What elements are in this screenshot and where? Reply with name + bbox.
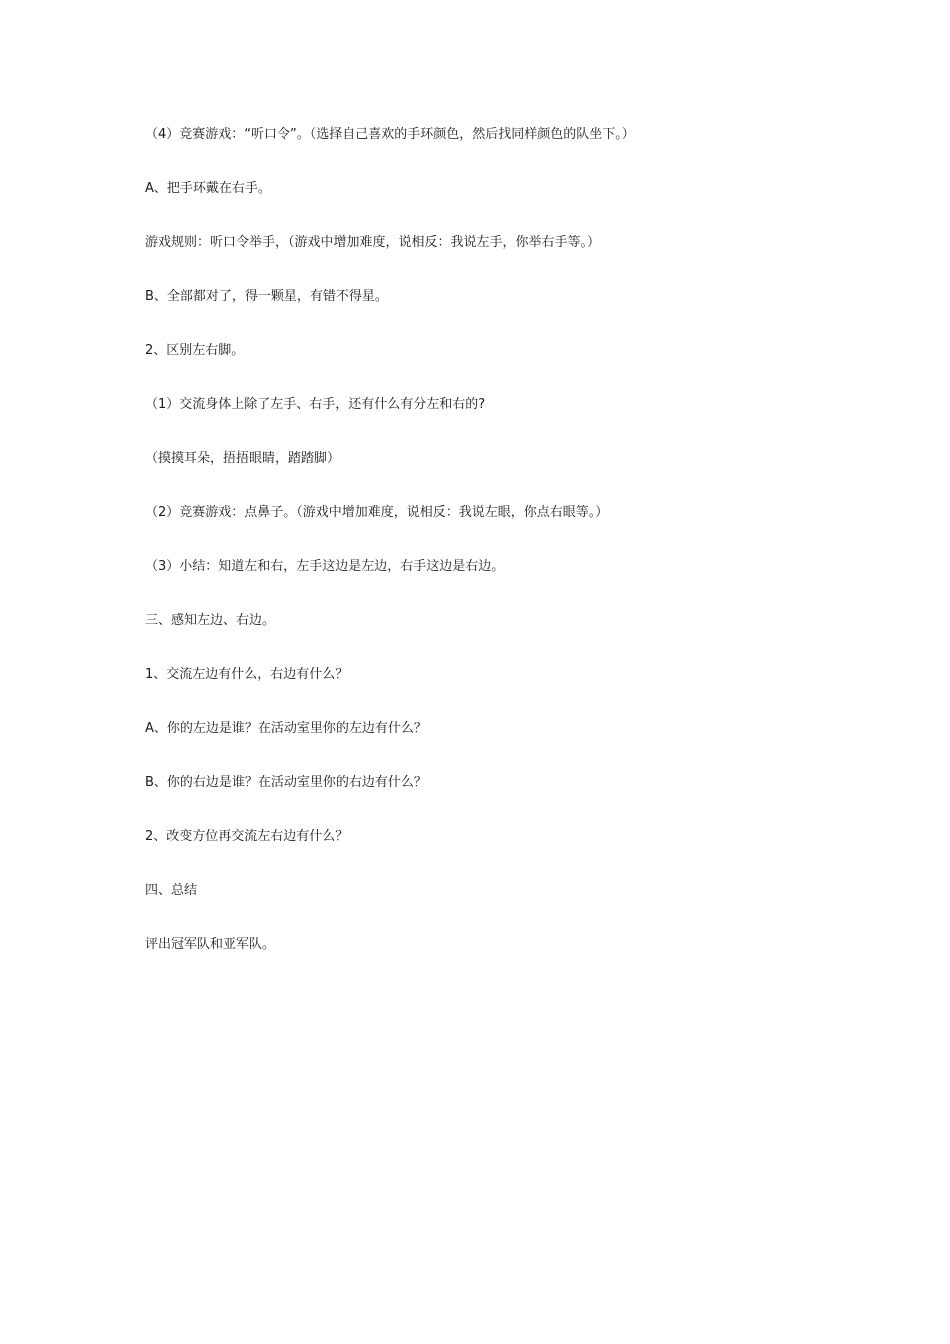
paragraph-discuss-sides: 1、交流左边有什么，右边有什么？ <box>145 667 349 682</box>
heading-section-three: 三、感知左边、右边。 <box>145 613 276 628</box>
paragraph-your-left: A、你的左边是谁？在活动室里你的左边有什么？ <box>145 721 427 736</box>
paragraph-your-right: B、你的右边是谁？在活动室里你的右边有什么？ <box>145 775 427 790</box>
paragraph-change-direction: 2、改变方位再交流左右边有什么？ <box>145 829 349 844</box>
paragraph-body-left-right: （1）交流身体上除了左手、右手，还有什么有分左和右的? <box>145 397 486 412</box>
paragraph-summary-left-right: （3）小结：知道左和右，左手这边是左边，右手这边是右边。 <box>145 559 505 574</box>
paragraph-distinguish-feet: 2、区别左右脚。 <box>145 343 245 358</box>
paragraph-game-rules: 游戏规则：听口令举手，（游戏中增加难度，说相反：我说左手，你举右手等。） <box>145 235 601 250</box>
heading-section-four: 四、总结 <box>145 883 198 898</box>
paragraph-touch-ears-eyes: （摸摸耳朵，捂捂眼睛，踏踏脚） <box>145 451 341 466</box>
paragraph-star-scoring: B、全部都对了，得一颗星，有错不得星。 <box>145 289 388 304</box>
paragraph-game-touch-nose: （2）竞赛游戏：点鼻子。（游戏中增加难度，说相反：我说左眼，你点右眼等。） <box>145 505 609 520</box>
document-body <box>145 125 845 989</box>
paragraph-wristband-right-hand: A、把手环戴在右手。 <box>145 181 271 196</box>
paragraph-champion-teams: 评出冠军队和亚军队。 <box>145 937 276 952</box>
paragraph-game-listen-command: （4）竞赛游戏：“听口令”。（选择自己喜欢的手环颜色，然后找同样颜色的队坐下。） <box>145 127 635 142</box>
